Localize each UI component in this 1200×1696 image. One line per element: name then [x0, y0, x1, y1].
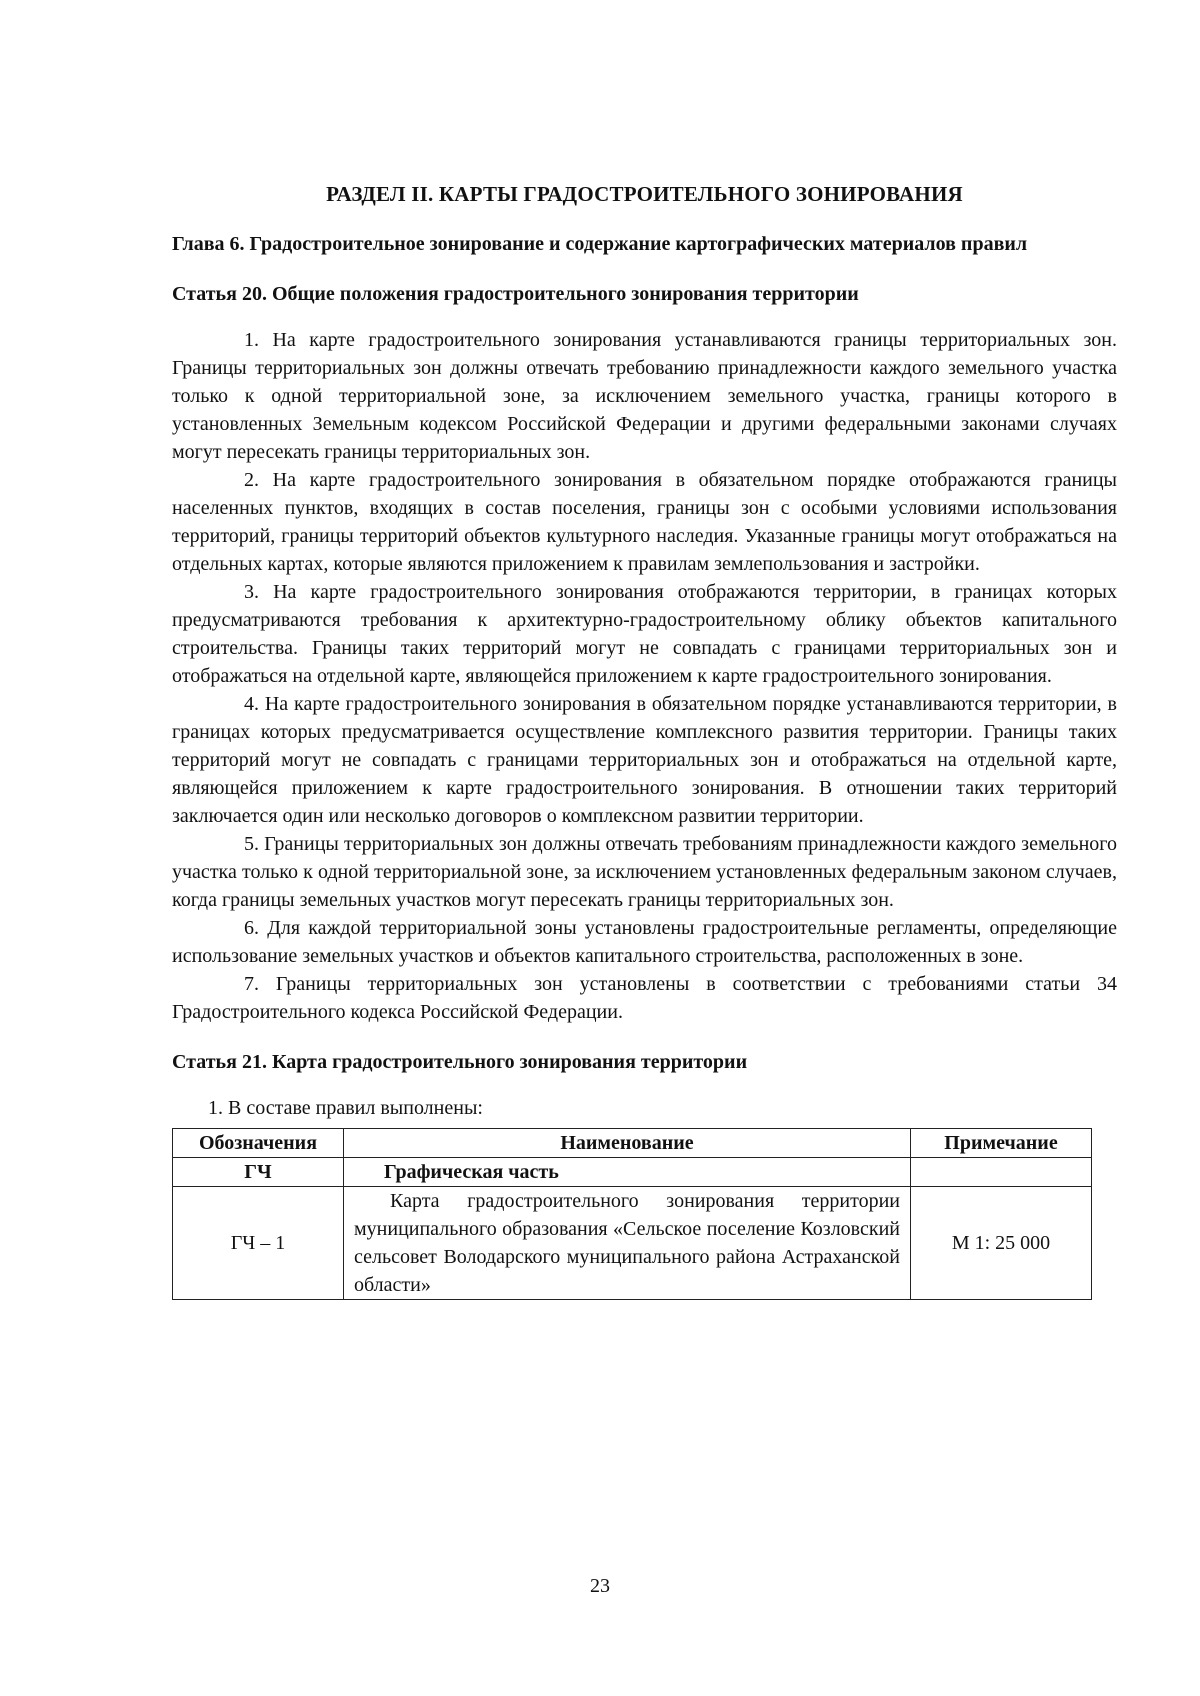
article-20-paragraph-7: 7. Границы территориальных зон установлены в соответствии с требованиями статьи 34 Градостроительного кодекса Российской Федерации.: [172, 973, 1117, 1023]
header-designation: Обозначения: [173, 1129, 344, 1158]
table-row: [173, 1187, 1092, 1300]
header-name: Наименование: [344, 1129, 911, 1158]
header-note: Примечание: [911, 1129, 1092, 1158]
row-note: М 1: 25 000: [911, 1187, 1092, 1300]
article-20-paragraph-3: 3. На карте градостроительного зонирования отображаются территории, в границах которых предусматриваются требования к архитектурно-градостроительному облику объектов капитального строительства. Границы таких территорий могут не совпадать с границами территориальных зон и отображаться на отдельной карте, являющейся приложением к карте градостроительного зонирования.: [172, 581, 1117, 687]
page-content: [172, 180, 1117, 1300]
row-name: Карта градостроительного зонирования территории муниципального образования «Сельское поселение Козловский сельсовет Володарского муниципального района Астраханской области»: [344, 1187, 911, 1300]
list-intro: 1. В составе правил выполнены:: [208, 1097, 483, 1119]
row-name: Графическая часть: [344, 1158, 911, 1187]
row-note: [911, 1158, 1092, 1187]
composition-table: [172, 1128, 1092, 1300]
row-code: ГЧ: [173, 1158, 344, 1187]
page-number: 23: [590, 1575, 610, 1597]
chapter-title: Глава 6. Градостроительное зонирование и содержание картографических материалов правил: [172, 233, 1028, 255]
section-title: РАЗДЕЛ II. КАРТЫ ГРАДОСТРОИТЕЛЬНОГО ЗОНИРОВАНИЯ: [326, 182, 963, 206]
article-20-paragraph-1: 1. На карте градостроительного зонирования устанавливаются границы территориальных зон. Границы территориальных зон должны отвечать требованию принадлежности каждого земельного участка только к одной территориальной зоне, за исключением земельного участка, границы которого в установленных Земельным кодексом Российской Федерации и другими федеральными законами случаях могут пересекать границы территориальных зон.: [172, 329, 1117, 463]
article-20-title: Статья 20. Общие положения градостроительного зонирования территории: [172, 283, 859, 305]
table-header-row: [173, 1129, 1092, 1158]
table-row: [173, 1158, 1092, 1187]
article-20-paragraph-5: 5. Границы территориальных зон должны отвечать требованиям принадлежности каждого земельного участка только к одной территориальной зоне, за исключением установленных федеральным законом случаев, когда границы земельных участков могут пересекать границы территориальных зон.: [172, 833, 1117, 911]
row-code: ГЧ – 1: [173, 1187, 344, 1300]
article-20-paragraph-6: 6. Для каждой территориальной зоны установлены градостроительные регламенты, определяющие использование земельных участков и объектов капитального строительства, расположенных в зоне.: [172, 917, 1117, 967]
article-20-paragraph-4: 4. На карте градостроительного зонирования в обязательном порядке устанавливаются территории, в границах которых предусматривается осуществление комплексного развития территории. Границы таких территорий могут не совпадать с границами территориальных зон и отображаться на отдельной карте, являющейся приложением к карте градостроительного зонирования. В отношении таких территорий заключается один или несколько договоров о комплексном развитии территории.: [172, 693, 1117, 827]
article-21-title: Статья 21. Карта градостроительного зонирования территории: [172, 1051, 748, 1073]
article-20-paragraph-2: 2. На карте градостроительного зонирования в обязательном порядке отображаются границы населенных пунктов, входящих в состав поселения, границы зон с особыми условиями использования территорий, границы территорий объектов культурного наследия. Указанные границы могут отображаться на отдельных картах, которые являются приложением к правилам землепользования и застройки.: [172, 469, 1117, 575]
article-20-body: [172, 326, 1117, 1026]
